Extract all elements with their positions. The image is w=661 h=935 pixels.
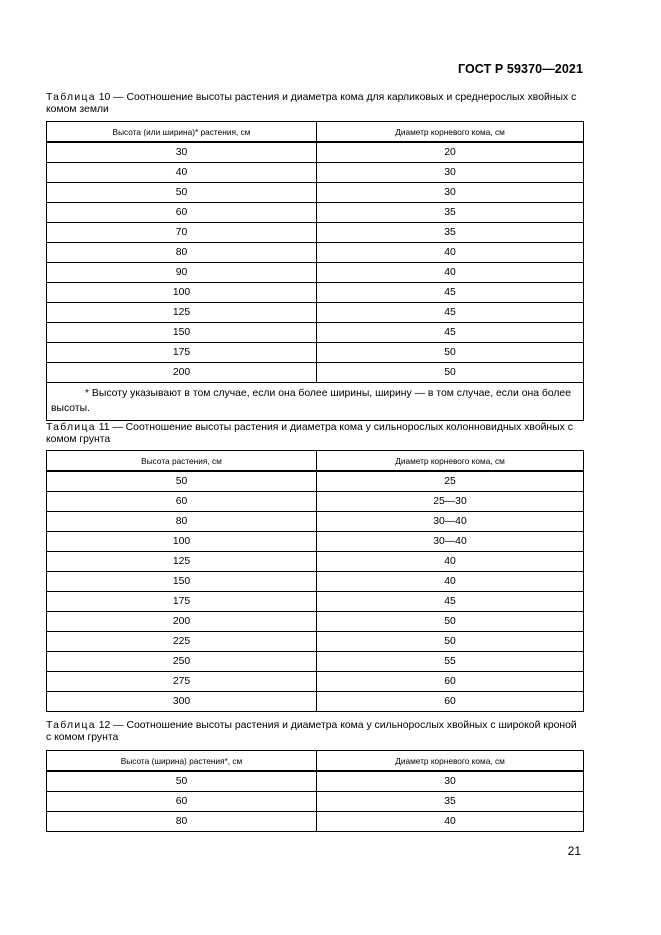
table-row bbox=[47, 592, 584, 612]
table-row bbox=[47, 652, 584, 672]
diameter-cell: 40 bbox=[317, 552, 584, 572]
caption-lead: Таблица bbox=[46, 422, 96, 433]
table-row bbox=[47, 771, 584, 792]
height-cell: 80 bbox=[47, 812, 317, 832]
table-11 bbox=[46, 450, 584, 712]
height-cell: 60 bbox=[47, 492, 317, 512]
height-cell: 200 bbox=[47, 612, 317, 632]
diameter-cell: 40 bbox=[317, 243, 584, 263]
page-number: 21 bbox=[567, 844, 581, 858]
caption-text: 11 — Соотношение высоты растения и диаметра кома у сильнорослых колонновидных хвойных с комом грунта bbox=[46, 422, 573, 445]
diameter-cell: 50 bbox=[317, 612, 584, 632]
height-cell: 50 bbox=[47, 471, 317, 492]
table-row bbox=[47, 612, 584, 632]
table-note: * Высоту указывают в том случае, если она более ширины, ширину — в том случае, если она более высоты. bbox=[47, 383, 584, 421]
diameter-cell: 60 bbox=[317, 672, 584, 692]
table-row bbox=[47, 672, 584, 692]
height-cell: 150 bbox=[47, 323, 317, 343]
table-10 bbox=[46, 121, 584, 421]
table-row bbox=[47, 552, 584, 572]
table-row bbox=[47, 363, 584, 383]
diameter-cell: 25 bbox=[317, 471, 584, 492]
diameter-cell: 30 bbox=[317, 163, 584, 183]
document-code: ГОСТ Р 59370—2021 bbox=[457, 62, 583, 76]
column-header-diameter: Диаметр корневого кома, см bbox=[317, 122, 584, 143]
diameter-cell: 30 bbox=[317, 771, 584, 792]
table-row bbox=[47, 492, 584, 512]
diameter-cell: 45 bbox=[317, 303, 584, 323]
caption-lead: Таблица bbox=[46, 720, 96, 731]
diameter-cell: 35 bbox=[317, 203, 584, 223]
height-cell: 200 bbox=[47, 363, 317, 383]
column-header-height: Высота растения, см bbox=[47, 451, 317, 472]
height-cell: 60 bbox=[47, 203, 317, 223]
table-row bbox=[47, 283, 584, 303]
height-cell: 30 bbox=[47, 142, 317, 163]
table-note-row bbox=[47, 383, 584, 421]
height-cell: 225 bbox=[47, 632, 317, 652]
column-header-diameter: Диаметр корневого кома, см bbox=[317, 751, 584, 772]
height-cell: 150 bbox=[47, 572, 317, 592]
height-cell: 100 bbox=[47, 283, 317, 303]
diameter-cell: 40 bbox=[317, 572, 584, 592]
diameter-cell: 50 bbox=[317, 363, 584, 383]
caption-lead: Таблица bbox=[46, 92, 96, 103]
diameter-cell: 30—40 bbox=[317, 512, 584, 532]
table-10-caption bbox=[46, 92, 584, 116]
height-cell: 90 bbox=[47, 263, 317, 283]
table-row bbox=[47, 163, 584, 183]
diameter-cell: 45 bbox=[317, 283, 584, 303]
table-row bbox=[47, 532, 584, 552]
table-row bbox=[47, 243, 584, 263]
height-cell: 100 bbox=[47, 532, 317, 552]
height-cell: 175 bbox=[47, 343, 317, 363]
height-cell: 60 bbox=[47, 792, 317, 812]
table-row bbox=[47, 812, 584, 832]
height-cell: 80 bbox=[47, 243, 317, 263]
diameter-cell: 20 bbox=[317, 142, 584, 163]
table-row bbox=[47, 632, 584, 652]
caption-text: 10 — Соотношение высоты растения и диаметра кома для карликовых и среднерослых хвойных с комом земли bbox=[46, 92, 577, 115]
height-cell: 40 bbox=[47, 163, 317, 183]
height-cell: 125 bbox=[47, 303, 317, 323]
diameter-cell: 30—40 bbox=[317, 532, 584, 552]
height-cell: 50 bbox=[47, 183, 317, 203]
table-row bbox=[47, 343, 584, 363]
height-cell: 175 bbox=[47, 592, 317, 612]
table-row bbox=[47, 572, 584, 592]
height-cell: 125 bbox=[47, 552, 317, 572]
diameter-cell: 30 bbox=[317, 183, 584, 203]
diameter-cell: 60 bbox=[317, 692, 584, 712]
table-row bbox=[47, 142, 584, 163]
table-12-caption bbox=[46, 720, 584, 744]
table-row bbox=[47, 183, 584, 203]
table-row bbox=[47, 203, 584, 223]
diameter-cell: 35 bbox=[317, 223, 584, 243]
height-cell: 70 bbox=[47, 223, 317, 243]
diameter-cell: 55 bbox=[317, 652, 584, 672]
table-row bbox=[47, 263, 584, 283]
column-header-height: Высота (ширина) растения*, см bbox=[47, 751, 317, 772]
diameter-cell: 40 bbox=[317, 263, 584, 283]
diameter-cell: 35 bbox=[317, 792, 584, 812]
diameter-cell: 45 bbox=[317, 592, 584, 612]
table-row bbox=[47, 303, 584, 323]
height-cell: 275 bbox=[47, 672, 317, 692]
table-11-caption bbox=[46, 422, 584, 446]
table-row bbox=[47, 323, 584, 343]
height-cell: 50 bbox=[47, 771, 317, 792]
diameter-cell: 45 bbox=[317, 323, 584, 343]
column-header-height: Высота (или ширина)* растения, см bbox=[47, 122, 317, 143]
table-row bbox=[47, 512, 584, 532]
table-row bbox=[47, 692, 584, 712]
table-row bbox=[47, 792, 584, 812]
table-row bbox=[47, 471, 584, 492]
table-row bbox=[47, 223, 584, 243]
diameter-cell: 25—30 bbox=[317, 492, 584, 512]
diameter-cell: 50 bbox=[317, 632, 584, 652]
height-cell: 250 bbox=[47, 652, 317, 672]
caption-text: 12 — Соотношение высоты растения и диаметра кома у сильнорослых хвойных с широкой кроной с комом грунта bbox=[46, 720, 577, 743]
column-header-diameter: Диаметр корневого кома, см bbox=[317, 451, 584, 472]
height-cell: 300 bbox=[47, 692, 317, 712]
diameter-cell: 50 bbox=[317, 343, 584, 363]
table-12 bbox=[46, 750, 584, 832]
diameter-cell: 40 bbox=[317, 812, 584, 832]
height-cell: 80 bbox=[47, 512, 317, 532]
